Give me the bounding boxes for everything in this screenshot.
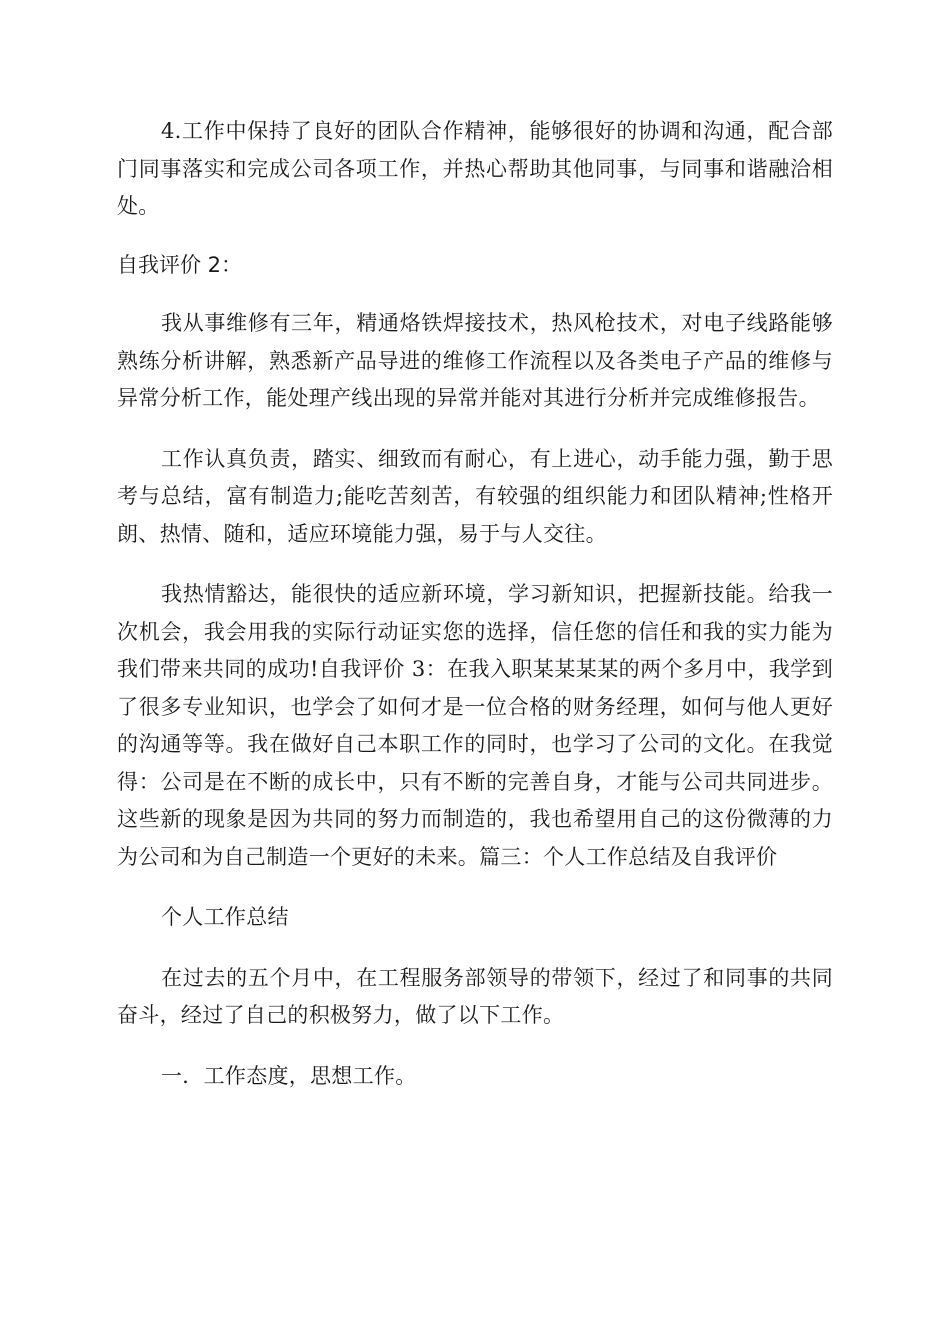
paragraph-section-one: 一．工作态度，思想工作。	[161, 1063, 417, 1088]
paragraph-work-attitude: 工作认真负责，踏实、细致而有耐心，有上进心，动手能力强，勤于思考与总结，富有制造力;能吃苦刻苦，有较强的组织能力和团队精神;性格开朗、热情、随和，适应环境能力强，易于与人交往。	[117, 446, 833, 546]
section-heading-self-evaluation-2: 自我评价 2：	[117, 252, 243, 277]
paragraph-teamwork: 4.工作中保持了良好的团队合作精神，能够很好的协调和沟通，配合部门同事落实和完成公司各项工作，并热心帮助其他同事，与同事和谐融洽相处。	[117, 119, 833, 218]
paragraph-self-evaluation-3: 我热情豁达，能很快的适应新环境，学习新知识，把握新技能。给我一次机会，我会用我的实际行动证实您的选择，信任您的信任和我的实力能为我们带来共同的成功!自我评价 3：在我入职某某某某的两个多月中，我学到了很多专业知识，也学会了如何才是一位合格的财务经理，如何与他人更好的沟通等等。我在做好自己本职工作的同时，也学习了公司的文化。在我觉得：公司是在不断的成长中，只有不断的完善自身，才能与公司共同进步。这些新的现象是因为共同的努力而制造的，我也希望用自己的这份微薄的力为公司和为自己制造一个更好的未来。篇三：个人工作总结及自我评价	[117, 582, 833, 869]
paragraph-past-five-months: 在过去的五个月中，在工程服务部领导的带领下，经过了和同事的共同奋斗，经过了自己的积极努力，做了以下工作。	[117, 965, 833, 1027]
document-page	[117, 113, 833, 1095]
paragraph-repair-experience: 我从事维修有三年，精通烙铁焊接技术，热风枪技术，对电子线路能够熟练分析讲解，熟悉新产品导进的维修工作流程以及各类电子产品的维修与异常分析工作，能处理产线出现的异常并能对其进行分析并完成维修报告。	[117, 311, 833, 410]
paragraph-summary-title: 个人工作总结	[161, 905, 289, 929]
